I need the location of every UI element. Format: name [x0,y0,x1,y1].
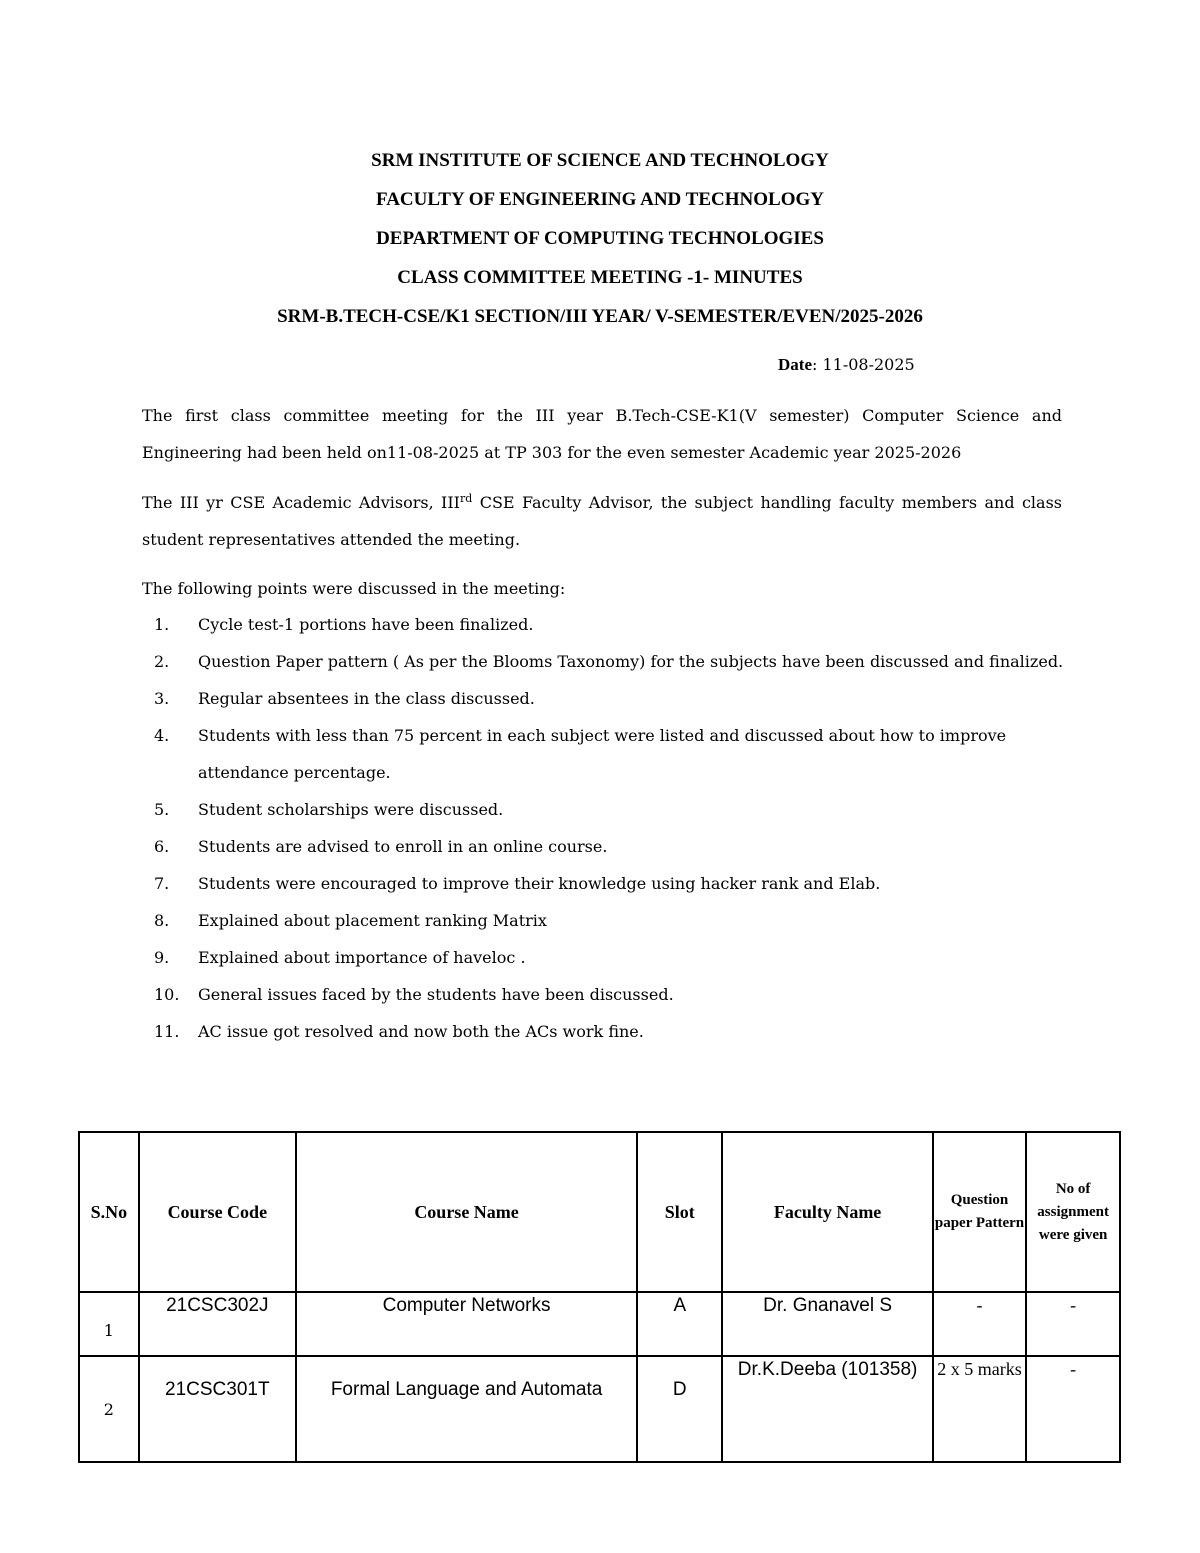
list-item-number: 3. [154,689,170,708]
cell-assignments: - [1026,1356,1120,1462]
section-title: SRM-B.TECH-CSE/K1 SECTION/III YEAR/ V-SEMESTER/EVEN/2025-2026 [277,306,923,327]
list-item-number: 4. [154,726,170,745]
faculty-title: FACULTY OF ENGINEERING AND TECHNOLOGY [376,189,824,210]
cell-slot: A [637,1292,722,1356]
cell-course-code: 21CSC301T [139,1356,296,1462]
cell-faculty-name: Dr. Gnanavel S [722,1292,932,1356]
header-sno: S.No [79,1132,139,1292]
attendees-paragraph [142,484,1062,558]
list-item [142,717,1072,791]
points-heading: The following points were discussed in the meeting: [142,579,566,598]
list-item-text: Students are advised to enroll in an online course. [198,837,608,856]
list-item-number: 5. [154,800,170,819]
list-item-text: AC issue got resolved and now both the ACs work fine. [198,1022,644,1041]
list-item-text: Cycle test-1 portions have been finalized. [198,615,534,634]
list-item-text: Question Paper pattern ( As per the Blooms Taxonomy) for the subjects have been discussed and finalized. [198,652,1064,671]
list-item-number: 7. [154,874,170,893]
header-slot: Slot [637,1132,722,1292]
cell-slot: D [637,1356,722,1462]
list-item [142,865,1072,902]
list-item [142,680,1072,717]
table-header-row [79,1132,1120,1292]
meeting-title: CLASS COMMITTEE MEETING -1- MINUTES [397,267,803,288]
list-item-text: Students were encouraged to improve their knowledge using hacker rank and Elab. [198,874,881,893]
course-table [78,1131,1121,1463]
list-item [142,1013,1072,1050]
cell-course-code: 21CSC302J [139,1292,296,1356]
list-item-text: Regular absentees in the class discussed. [198,689,535,708]
list-item [142,643,1072,680]
cell-course-name: Computer Networks [296,1292,637,1356]
list-item [142,902,1072,939]
ordinal-superscript: rd [460,492,473,505]
attendees-text-start: The III yr CSE Academic Advisors, III [142,493,460,512]
cell-sno: 1 [79,1292,139,1356]
cell-faculty-name: Dr.K.Deeba (101358) [722,1356,932,1462]
cell-assignments: - [1026,1292,1120,1356]
list-item-number: 10. [154,985,180,1004]
list-item-number: 11. [154,1022,180,1041]
department-title: DEPARTMENT OF COMPUTING TECHNOLOGIES [376,228,824,249]
date-label: Date [778,355,812,374]
table-row [79,1292,1120,1356]
list-item [142,828,1072,865]
list-item-number: 8. [154,911,170,930]
table-row [79,1356,1120,1462]
attendees-text-end: CSE Faculty Advisor, the subject handling faculty members and class student representatives attended the meeting. [142,493,1062,549]
list-item-number: 9. [154,948,170,967]
list-item-text: Explained about importance of haveloc . [198,948,526,967]
cell-question-paper-pattern: 2 x 5 marks [933,1356,1027,1462]
discussion-points-list [142,606,1072,1050]
list-item [142,606,1072,643]
list-item-text: General issues faced by the students have been discussed. [198,985,674,1004]
header-question-paper-pattern: Question paper Pattern [933,1132,1027,1292]
list-item [142,976,1072,1013]
header-faculty-name: Faculty Name [722,1132,932,1292]
institute-title: SRM INSTITUTE OF SCIENCE AND TECHNOLOGY [371,150,829,171]
list-item [142,791,1072,828]
cell-question-paper-pattern: - [933,1292,1027,1356]
header-course-code: Course Code [139,1132,296,1292]
list-item [142,939,1072,976]
list-item-number: 1. [154,615,170,634]
intro-paragraph: The first class committee meeting for the III year B.Tech-CSE-K1(V semester) Computer Science and Engineering had been held on11-08-2025 at TP 303 for the even semester Academic year 2025-2026 [142,406,1062,462]
list-item-text: Student scholarships were discussed. [198,800,504,819]
list-item-text: Students with less than 75 percent in each subject were listed and discussed about how to improve attendance percentage. [198,726,1007,782]
document-header [0,146,1200,341]
meeting-date [778,355,915,375]
cell-course-name: Formal Language and Automata [296,1356,637,1462]
date-value: : 11-08-2025 [811,355,915,374]
cell-sno: 2 [79,1356,139,1462]
header-course-name: Course Name [296,1132,637,1292]
list-item-number: 6. [154,837,170,856]
list-item-number: 2. [154,652,170,671]
list-item-text: Explained about placement ranking Matrix [198,911,547,930]
header-assignments: No of assignment were given [1026,1132,1120,1292]
